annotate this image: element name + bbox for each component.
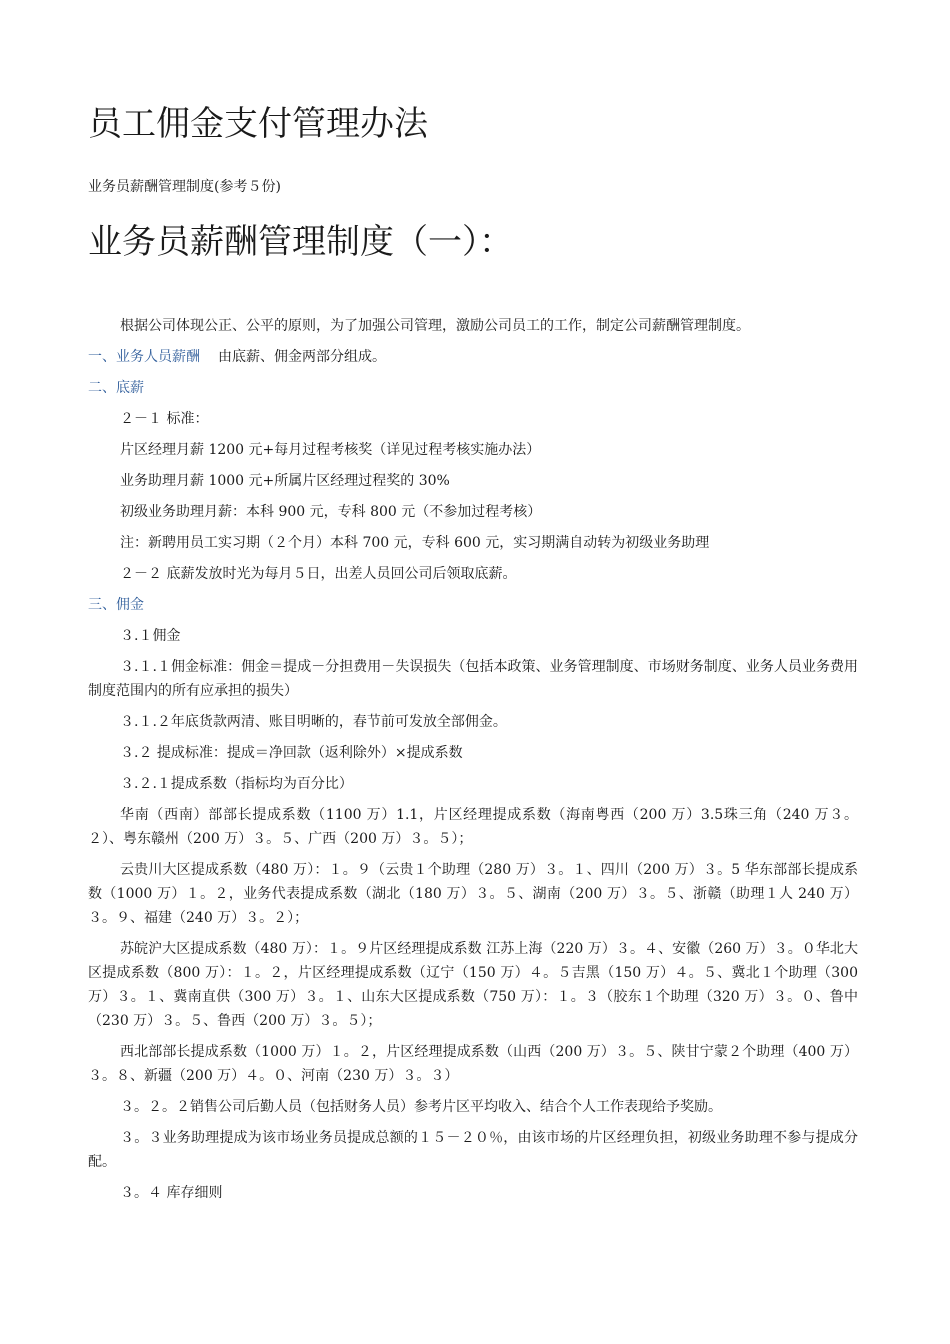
paragraph-2-1a: 片区经理月薪 1200 元+每月过程考核奖（详见过程考核实施办法） <box>120 442 541 458</box>
paragraph-3-2-2: ３。２。２销售公司后勤人员（包括财务人员）参考片区平均收入、结合个人工作表现给予奖励。 <box>120 1099 722 1115</box>
section-1-text: 由底薪、佣金两部分组成。 <box>218 349 386 365</box>
section-heading: 业务员薪酬管理制度（一）： <box>88 222 513 262</box>
paragraph-2-2: ２－２ 底薪发放时光为每月５日，出差人员回公司后领取底薪。 <box>120 566 517 582</box>
paragraph-2-1: ２－１ 标准： <box>120 411 209 427</box>
document-body <box>88 314 858 1212</box>
paragraph-3-1-2: ３.１.２年底货款两清、账目明晰的，春节前可发放全部佣金。 <box>120 714 507 730</box>
document-subtitle: 业务员薪酬管理制度(参考５份) <box>88 179 281 195</box>
paragraph-2-1c: 初级业务助理月薪：本科 900 元，专科 800 元（不参加过程考核） <box>120 504 542 520</box>
section-1 <box>88 345 858 369</box>
paragraph-3-1: ３.１佣金 <box>120 628 181 644</box>
section-3-label: 三、佣金 <box>88 597 144 613</box>
document-title: 员工佣金支付管理办法 <box>88 104 428 144</box>
section-1-label: 一、业务人员薪酬 <box>88 349 200 365</box>
paragraph-yungui: 云贵川大区提成系数（480 万）：１。９（云贵１个助理（280 万）３。１、四川（200 万）３。5 华东部部长提成系数（1000 万）１。２，业务代表提成系数（湖北（180 万）３。５、湖南（200 万）３。５、浙赣（助理１人 240 万）３。９、福建（240 万）３。２）； <box>88 862 858 926</box>
paragraph-northwest: 西北部部长提成系数（1000 万）１。２，片区经理提成系数（山西（200 万）３。５、陕甘宁蒙２个助理（400 万）３。８、新疆（200 万）４。０、河南（230 万）３。３） <box>88 1044 858 1084</box>
intro-paragraph: 根据公司体现公正、公平的原则，为了加强公司管理，激励公司员工的工作，制定公司薪酬管理制度。 <box>120 318 750 334</box>
paragraph-2-1b: 业务助理月薪 1000 元+所属片区经理过程奖的 30% <box>120 473 450 489</box>
paragraph-3-2: ３.２ 提成标准：提成＝净回款（返利除外）×提成系数 <box>120 745 463 761</box>
section-2-label: 二、底薪 <box>88 380 144 396</box>
paragraph-3-3: ３。３业务助理提成为该市场业务员提成总额的１５－２０％，由该市场的片区经理负担，初级业务助理不参与提成分配。 <box>88 1130 858 1170</box>
paragraph-3-4: ３。４ 库存细则 <box>120 1185 223 1201</box>
paragraph-3-2-1: ３.２.１提成系数（指标均为百分比） <box>120 776 353 792</box>
paragraph-suwan: 苏皖沪大区提成系数（480 万）：１。９片区经理提成系数 江苏上海（220 万）３。４、安徽（260 万）３。０华北大区提成系数（800 万）：１。２，片区经理提成系数（辽宁（150 万）４。５吉黑（150 万）４。５、冀北１个助理（300 万）３。１、冀南直供（300 万）３。１、山东大区提成系数（750 万）：１。３（胶东１个助理（320 万）３。０、鲁中（230 万）３。５、鲁西（200 万）３。５）； <box>88 941 858 1029</box>
paragraph-3-1-1: ３.１.１佣金标准：佣金＝提成－分担费用－失误损失（包括本政策、业务管理制度、市场财务制度、业务人员业务费用制度范围内的所有应承担的损失） <box>88 659 858 699</box>
paragraph-2-1d: 注：新聘用员工实习期（２个月）本科 700 元，专科 600 元，实习期满自动转为初级业务助理 <box>120 535 710 551</box>
paragraph-south-china: 华南（西南）部部长提成系数（1100 万）1.1，片区经理提成系数（海南粤西（200 万）3.5珠三角（240 万３。２）、粤东赣州（200 万）３。５、广西（200 万）３。５）； <box>88 807 858 847</box>
